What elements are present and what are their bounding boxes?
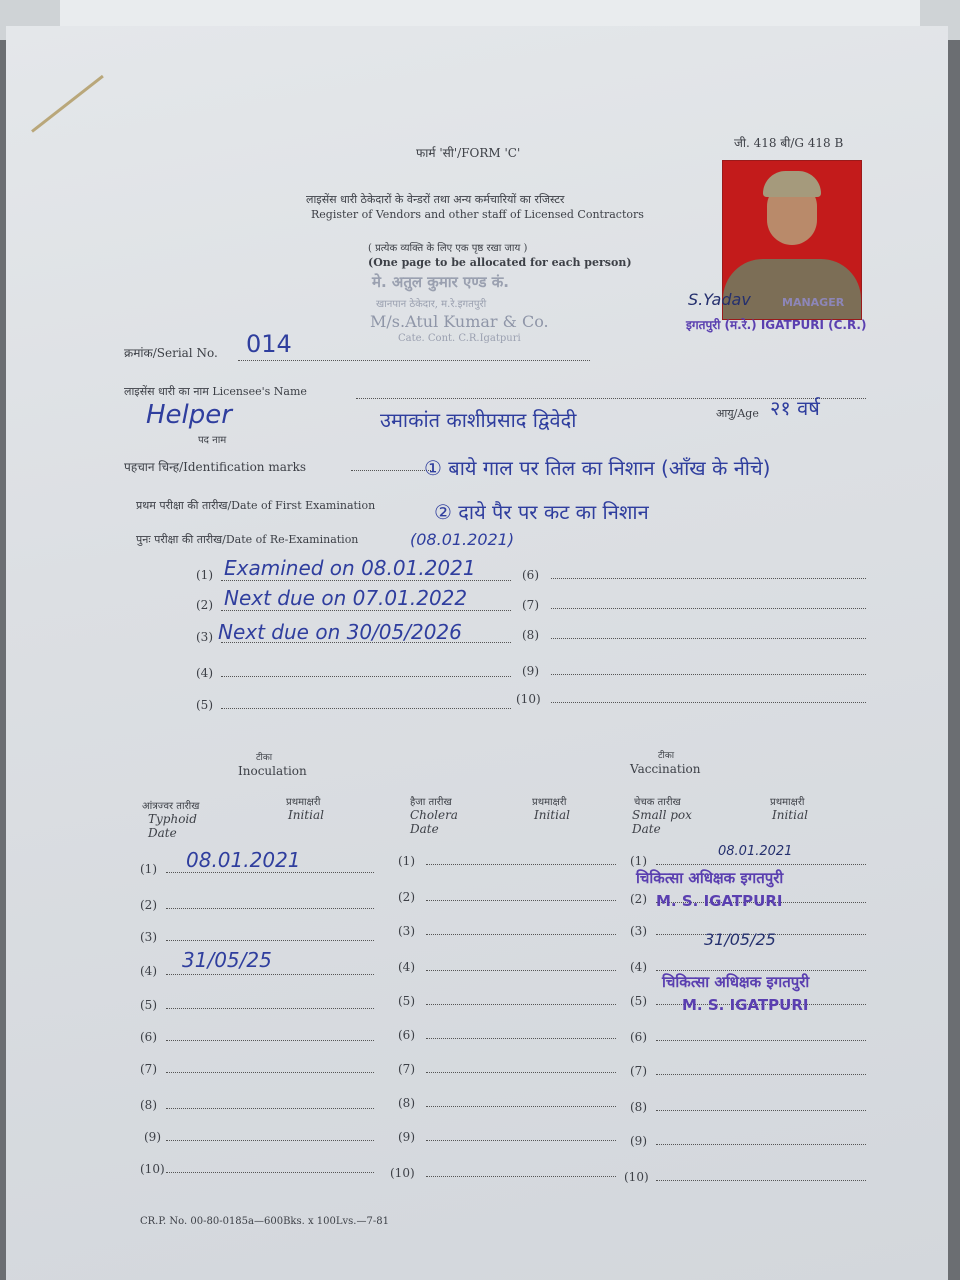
row-number: (5) bbox=[140, 998, 157, 1012]
row-line bbox=[426, 1176, 616, 1177]
row-line bbox=[166, 940, 374, 941]
row-line bbox=[426, 1004, 616, 1005]
contractor-stamp-name: M/s.Atul Kumar & Co. bbox=[370, 312, 549, 331]
row-number: (8) bbox=[140, 1098, 157, 1112]
row-number: (9) bbox=[144, 1130, 161, 1144]
reexam-right-line bbox=[551, 578, 866, 579]
cholera-header-hindi: हैजा तारीख bbox=[410, 797, 452, 808]
row-number: (10) bbox=[140, 1162, 165, 1176]
initial-header-hindi: प्रथमाक्षरी bbox=[286, 797, 321, 808]
row-line bbox=[656, 1040, 866, 1041]
row-number: (1) bbox=[398, 854, 415, 868]
row-line bbox=[656, 1144, 866, 1145]
row-line bbox=[426, 970, 616, 971]
age-label: आयु/Age bbox=[716, 407, 759, 420]
printer-footer: CR.P. No. 00-80-0185a—600Bks. x 100Lvs.—7-81 bbox=[140, 1216, 389, 1227]
inoculation-header-hindi: टीका bbox=[256, 753, 273, 763]
contractor-stamp-location: Cate. Cont. C.R.Igatpuri bbox=[398, 333, 521, 344]
reexam-right-line bbox=[551, 608, 866, 609]
medical-stamp-hindi-1: चिकित्सा अधिक्षक इगतपुरी bbox=[636, 869, 784, 887]
identification-line bbox=[351, 470, 431, 471]
typhoid-header-hindi: आंत्रज्वर तारीख bbox=[142, 801, 200, 812]
smallpox-header: Small pox Date bbox=[632, 808, 692, 836]
row-number: (2) bbox=[398, 890, 415, 904]
row-line bbox=[656, 1074, 866, 1075]
row-line bbox=[166, 872, 374, 873]
reexam-row-number: (1) bbox=[196, 568, 213, 582]
row-line bbox=[426, 1140, 616, 1141]
row-line bbox=[656, 1110, 866, 1111]
initial-header: Initial bbox=[288, 808, 324, 822]
reexam-right-line bbox=[551, 638, 866, 639]
form-ref: जी. 418 बी/G 418 B bbox=[734, 136, 844, 150]
contractor-stamp-sub: खानपान ठेकेदार, म.रे.इगतपुरी bbox=[376, 299, 487, 310]
first-exam-label: प्रथम परीक्षा की तारीख/Date of First Examination bbox=[136, 499, 376, 512]
row-line bbox=[166, 1108, 374, 1109]
manager-signature: S.Yadav bbox=[688, 290, 751, 309]
serial-value: 014 bbox=[246, 330, 292, 358]
typhoid-date-1: 08.01.2021 bbox=[186, 848, 301, 872]
title-hindi: लाइसेंस धारी ठेकेदारों के वेन्डरों तथा अन्य कर्मचारियों का रजिस्टर bbox=[306, 193, 565, 206]
row-number: (6) bbox=[630, 1030, 647, 1044]
photo-cap bbox=[763, 171, 821, 197]
row-line bbox=[426, 1106, 616, 1107]
pin-icon bbox=[31, 75, 104, 133]
inoculation-header: Inoculation bbox=[238, 764, 307, 778]
title-english: Register of Vendors and other staff of Licensed Contractors bbox=[311, 208, 644, 221]
row-number: (3) bbox=[140, 930, 157, 944]
reexam-row-line bbox=[221, 610, 511, 611]
row-number: (6) bbox=[398, 1028, 415, 1042]
row-number: (6) bbox=[140, 1030, 157, 1044]
row-number: (2) bbox=[630, 892, 647, 906]
row-number: (3) bbox=[398, 924, 415, 938]
row-number: (5) bbox=[398, 994, 415, 1008]
row-line bbox=[656, 864, 866, 865]
reexam-row-number: (3) bbox=[196, 630, 213, 644]
manager-stamp-title: MANAGER bbox=[782, 296, 845, 309]
reexam-row-number: (4) bbox=[196, 666, 213, 680]
row-line bbox=[166, 1140, 374, 1141]
row-number: (5) bbox=[630, 994, 647, 1008]
vaccination-header-hindi: टीका bbox=[658, 751, 675, 761]
row-number: (3) bbox=[630, 924, 647, 938]
designation-value: Helper bbox=[146, 400, 232, 430]
reexam-right-number: (10) bbox=[516, 692, 541, 706]
reexam-row-value: Next due on 30/05/2026 bbox=[218, 620, 462, 644]
reexam-row-line bbox=[221, 676, 511, 677]
contractor-stamp-hindi: मे. अतुल कुमार एण्ड कं. bbox=[372, 273, 509, 291]
row-number: (1) bbox=[140, 862, 157, 876]
row-number: (10) bbox=[624, 1170, 649, 1184]
reexam-row-value: Next due on 07.01.2022 bbox=[224, 586, 468, 610]
row-line bbox=[656, 1180, 866, 1181]
vaccination-signature-date-2: 31/05/25 bbox=[704, 930, 776, 949]
row-number: (4) bbox=[630, 960, 647, 974]
reexam-right-line bbox=[551, 674, 866, 675]
row-line bbox=[426, 934, 616, 935]
reexam-row-value: Examined on 08.01.2021 bbox=[224, 556, 476, 580]
row-number: (9) bbox=[398, 1130, 415, 1144]
manager-stamp-location: इगतपुरी (म.रे.) IGATPURI (C.R.) bbox=[686, 318, 867, 332]
serial-label: क्रमांक/Serial No. bbox=[124, 346, 218, 360]
row-number: (8) bbox=[398, 1096, 415, 1110]
initial-header: Initial bbox=[772, 808, 808, 822]
cholera-header: Cholera Date bbox=[410, 808, 458, 836]
row-line bbox=[166, 1072, 374, 1073]
typhoid-header: Typhoid Date bbox=[148, 812, 197, 840]
serial-line bbox=[238, 360, 590, 361]
reexam-right-number: (8) bbox=[522, 628, 539, 642]
row-number: (1) bbox=[630, 854, 647, 868]
row-line bbox=[166, 1040, 374, 1041]
note-hindi: ( प्रत्येक व्यक्ति के लिए एक पृष्ठ रखा जाय ) bbox=[368, 243, 528, 254]
initial-header: Initial bbox=[534, 808, 570, 822]
medical-stamp-hindi-2: चिकित्सा अधिक्षक इगतपुरी bbox=[662, 973, 810, 991]
medical-stamp-english-1: M. S. IGATPURI bbox=[656, 892, 783, 910]
row-number: (7) bbox=[630, 1064, 647, 1078]
reexam-row-number: (5) bbox=[196, 698, 213, 712]
row-line bbox=[166, 908, 374, 909]
reexam-row-number: (2) bbox=[196, 598, 213, 612]
typhoid-date-4: 31/05/25 bbox=[182, 948, 272, 972]
note-english: (One page to be allocated for each person) bbox=[368, 256, 632, 269]
row-line bbox=[426, 864, 616, 865]
initial-header-hindi: प्रथमाक्षरी bbox=[532, 797, 567, 808]
row-line bbox=[166, 1008, 374, 1009]
form-number: फार्म 'सी'/FORM 'C' bbox=[416, 146, 521, 160]
row-number: (2) bbox=[140, 898, 157, 912]
row-number: (7) bbox=[398, 1062, 415, 1076]
row-line bbox=[426, 1072, 616, 1073]
reexam-right-number: (6) bbox=[522, 568, 539, 582]
photo-body bbox=[723, 259, 861, 319]
row-number: (4) bbox=[140, 964, 157, 978]
reexam-row-line bbox=[221, 642, 511, 643]
form-sheet bbox=[6, 26, 948, 1280]
identification-mark-1: ① बाये गाल पर तिल का निशान (आँख के नीचे) bbox=[424, 456, 771, 480]
reexam-row-line bbox=[221, 708, 511, 709]
row-line bbox=[166, 1172, 374, 1173]
age-value: २१ वर्ष bbox=[770, 396, 820, 420]
reexam-label: पुनः परीक्षा की तारीख/Date of Re-Examination bbox=[136, 533, 359, 546]
initial-header-hindi: प्रथमाक्षरी bbox=[770, 797, 805, 808]
reexam-row-line bbox=[221, 580, 511, 581]
identification-label: पहचान चिन्ह/Identification marks bbox=[124, 460, 307, 474]
smallpox-header-hindi: चेचक तारीख bbox=[634, 797, 681, 808]
designation-label: पद नाम bbox=[198, 435, 227, 446]
row-number: (4) bbox=[398, 960, 415, 974]
vaccination-signature-date-1: 08.01.2021 bbox=[718, 844, 793, 859]
row-line bbox=[656, 970, 866, 971]
employee-name: उमाकांत काशीप्रसाद द्विवेदी bbox=[380, 408, 577, 432]
reexam-right-number: (7) bbox=[522, 598, 539, 612]
row-number: (8) bbox=[630, 1100, 647, 1114]
reexam-value: (08.01.2021) bbox=[410, 530, 515, 549]
row-line bbox=[426, 1038, 616, 1039]
row-number: (7) bbox=[140, 1062, 157, 1076]
row-line bbox=[166, 974, 374, 975]
row-line bbox=[426, 900, 616, 901]
reexam-right-number: (9) bbox=[522, 664, 539, 678]
medical-stamp-english-2: M. S. IGATPURI bbox=[682, 996, 809, 1014]
row-number: (9) bbox=[630, 1134, 647, 1148]
row-number: (10) bbox=[390, 1166, 415, 1180]
reexam-right-line bbox=[551, 702, 866, 703]
vaccination-header: Vaccination bbox=[630, 762, 701, 776]
licensee-label: लाइसेंस धारी का नाम Licensee's Name bbox=[124, 385, 307, 398]
identification-mark-2: ② दाये पैर पर कट का निशान bbox=[434, 500, 649, 524]
